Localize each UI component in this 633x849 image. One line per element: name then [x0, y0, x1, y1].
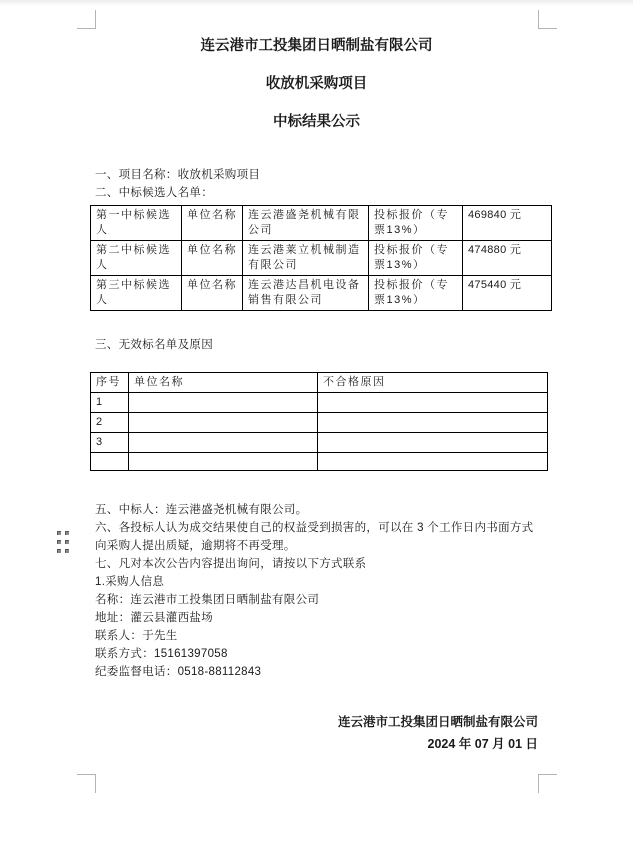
company-cell [129, 433, 318, 453]
text-boundary-mark-bottom-right [538, 774, 557, 793]
price-cell: 475440 元 [463, 276, 552, 311]
company-cell: 连云港莱立机械制造有限公司 [243, 241, 369, 276]
table-row [91, 393, 548, 413]
no-cell [91, 453, 129, 471]
purchaser-contact-person: 联系人：于先生 [95, 630, 178, 642]
purchaser-supervision-phone: 纪委监督电话：0518-88112843 [95, 666, 262, 678]
field-label-cell: 单位名称 [182, 206, 243, 241]
header-no: 序号 [91, 373, 129, 393]
reason-cell [318, 413, 548, 433]
section-objection-rules: 六、各投标人认为成交结果使自己的权益受到损害的，可以在 3 个工作日内书面方式向采购人提出质疑，逾期将不再受理。 [95, 522, 534, 552]
reason-cell [318, 453, 548, 471]
section-winner: 五、中标人：连云港盛尧机械有限公司。 [95, 504, 308, 516]
doc-title-company: 连云港市工投集团日晒制盐有限公司 [200, 38, 433, 54]
table-row [91, 241, 552, 276]
signature-date: 2024 年 07 月 01 日 [427, 737, 538, 751]
price-label-cell: 投标报价（专票13%） [369, 276, 463, 311]
company-cell: 连云港达昌机电设备销售有限公司 [243, 276, 369, 311]
table-row [91, 206, 552, 241]
price-label-cell: 投标报价（专票13%） [369, 241, 463, 276]
section-project-name: 一、项目名称：收放机采购项目 [95, 169, 261, 181]
rank-cell: 第一中标候选人 [91, 206, 182, 241]
text-boundary-mark-top-right [538, 10, 557, 29]
no-cell: 3 [91, 433, 129, 453]
paragraph-anchor-dots-icon [57, 531, 69, 553]
section-candidates-heading: 二、中标候选人名单： [95, 187, 213, 199]
rank-cell: 第二中标候选人 [91, 241, 182, 276]
no-cell: 2 [91, 413, 129, 433]
header-company: 单位名称 [129, 373, 318, 393]
text-boundary-mark-bottom-left [77, 774, 96, 793]
rank-cell: 第三中标候选人 [91, 276, 182, 311]
table-row [91, 413, 548, 433]
price-cell: 469840 元 [463, 206, 552, 241]
purchaser-info [95, 573, 538, 681]
company-cell [129, 413, 318, 433]
table-header-row [91, 373, 548, 393]
no-cell: 1 [91, 393, 129, 413]
candidates-table [90, 205, 552, 311]
company-cell: 连云港盛尧机械有限公司 [243, 206, 369, 241]
field-label-cell: 单位名称 [182, 241, 243, 276]
price-cell: 474880 元 [463, 241, 552, 276]
doc-title-project: 收放机采购项目 [265, 76, 368, 92]
section-invalid-heading: 三、无效标名单及原因 [95, 339, 213, 351]
signature-company: 连云港市工投集团日晒制盐有限公司 [337, 715, 538, 729]
page-top-shadow [0, 0, 633, 6]
table-row [91, 433, 548, 453]
company-cell [129, 453, 318, 471]
price-label-cell: 投标报价（专票13%） [369, 206, 463, 241]
table-row [91, 276, 552, 311]
invalid-bids-table [90, 372, 548, 471]
reason-cell [318, 393, 548, 413]
purchaser-heading: 1.采购人信息 [95, 576, 165, 588]
signature-block [95, 711, 538, 755]
reason-cell [318, 433, 548, 453]
doc-title-announcement: 中标结果公示 [273, 114, 360, 130]
purchaser-name: 名称：连云港市工投集团日晒制盐有限公司 [95, 594, 320, 606]
document-content [95, 30, 538, 755]
purchaser-address: 地址：灌云县灌西盐场 [95, 612, 213, 624]
company-cell [129, 393, 318, 413]
table-row [91, 453, 548, 471]
purchaser-phone: 联系方式：15161397058 [95, 648, 228, 660]
section-contact-intro: 七、凡对本次公告内容提出询问，请按以下方式联系 [95, 558, 367, 570]
header-reason: 不合格原因 [318, 373, 548, 393]
text-boundary-mark-top-left [77, 10, 96, 29]
field-label-cell: 单位名称 [182, 276, 243, 311]
